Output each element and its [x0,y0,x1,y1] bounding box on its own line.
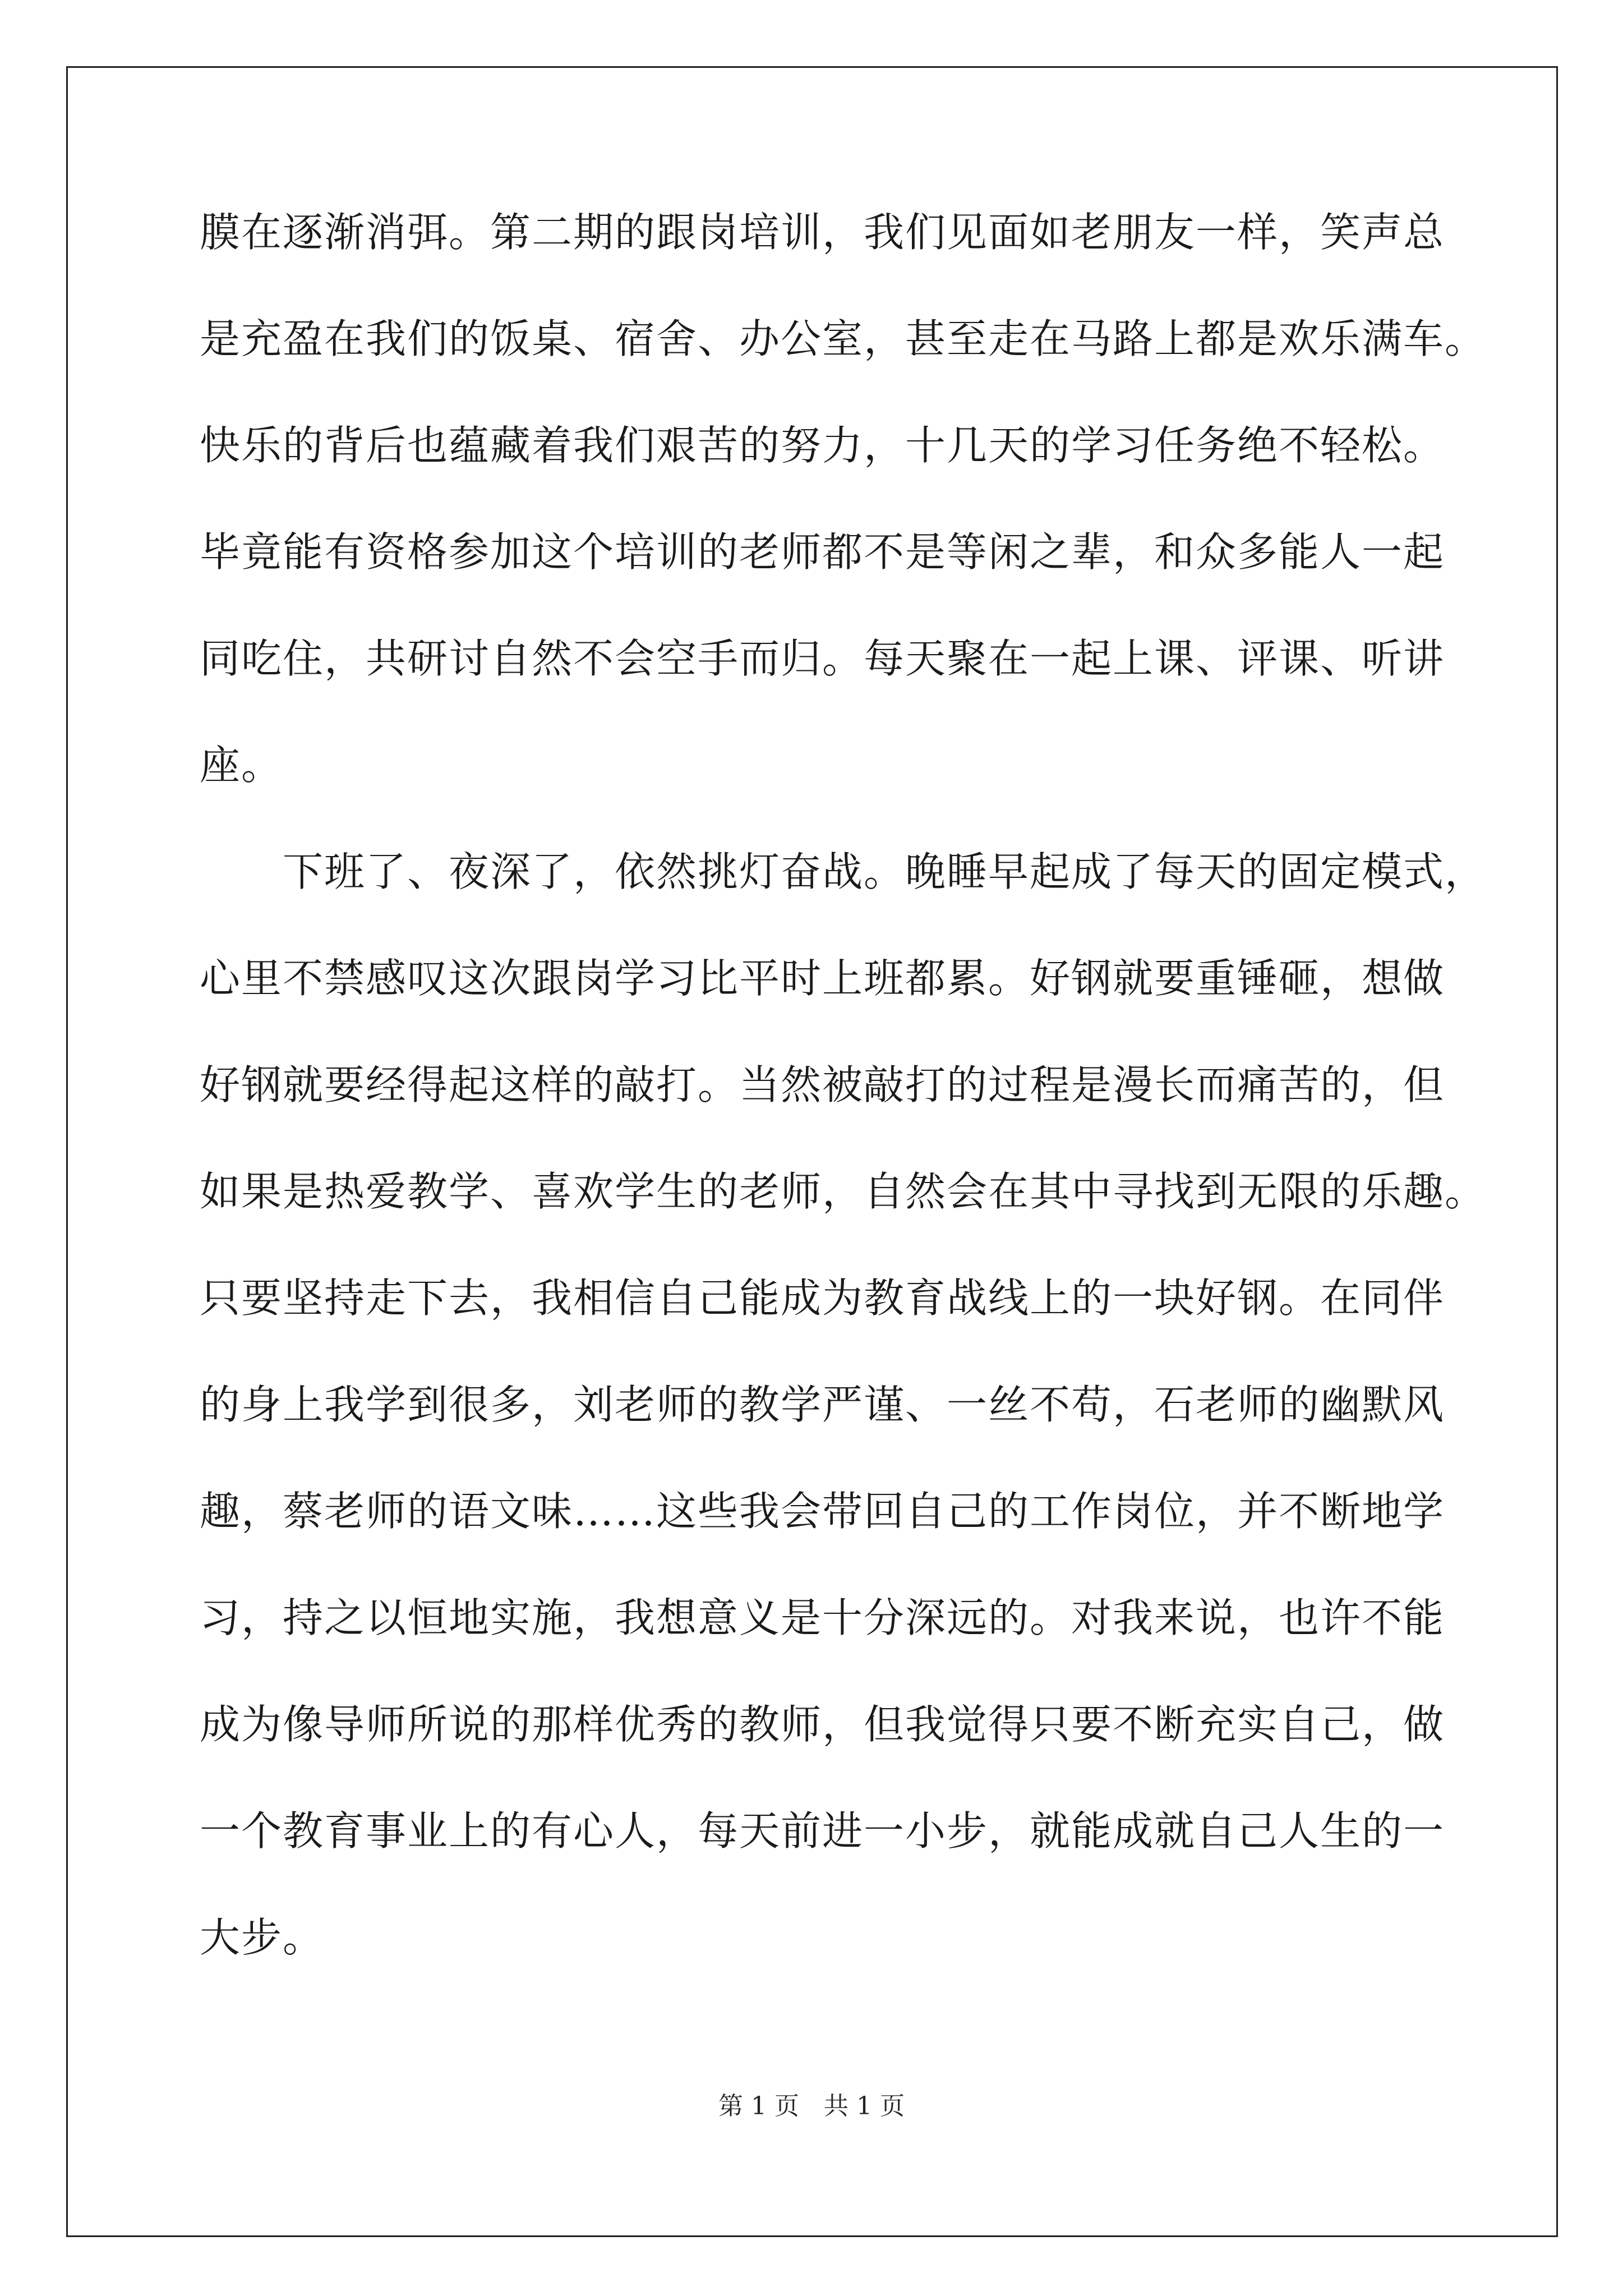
text-line: 膜在逐渐消弭。第二期的跟岗培训，我们见面如老朋友一样，笑声总 [200,209,1445,256]
text-line: 大步。 [200,1914,325,1961]
text-line: 的身上我学到很多，刘老师的教学严谨、一丝不苟，石老师的幽默风 [200,1381,1445,1428]
text-line: 如果是热爱教学、喜欢学生的老师，自然会在其中寻找到无限的乐趣。 [200,1168,1487,1215]
text-line: 是充盈在我们的饭桌、宿舍、办公室，甚至走在马路上都是欢乐满车。 [200,315,1487,362]
text-line: 好钢就要经得起这样的敲打。当然被敲打的过程是漫长而痛苦的，但 [200,1061,1445,1108]
text-line: 同吃住，共研讨自然不会空手而归。每天聚在一起上课、评课、听讲 [200,635,1445,682]
page-border [66,66,1558,2237]
text-line: 下班了、夜深了，依然挑灯奋战。晚睡早起成了每天的固定模式， [200,848,1487,895]
text-line: 心里不禁感叹这次跟岗学习比平时上班都累。好钢就要重锤砸，想做 [200,955,1445,1002]
text-line: 成为像导师所说的那样优秀的教师，但我觉得只要不断充实自己，做 [200,1701,1445,1748]
text-line: 习，持之以恒地实施，我想意义是十分深远的。对我来说，也许不能 [200,1594,1445,1641]
text-line: 一个教育事业上的有心人，每天前进一小步，就能成就自己人生的一 [200,1807,1445,1855]
text-line: 快乐的背后也蕴藏着我们艰苦的努力，十几天的学习任务绝不轻松。 [200,422,1445,469]
page-number: 第 1 页 共 1 页 [718,2092,905,2120]
text-line: 座。 [200,742,283,789]
text-line: 毕竟能有资格参加这个培训的老师都不是等闲之辈，和众多能人一起 [200,528,1445,576]
text-line: 只要坚持走下去，我相信自己能成为教育战线上的一块好钢。在同伴 [200,1274,1445,1322]
text-line: 趣，蔡老师的语文味……这些我会带回自己的工作岗位，并不断地学 [200,1488,1445,1535]
